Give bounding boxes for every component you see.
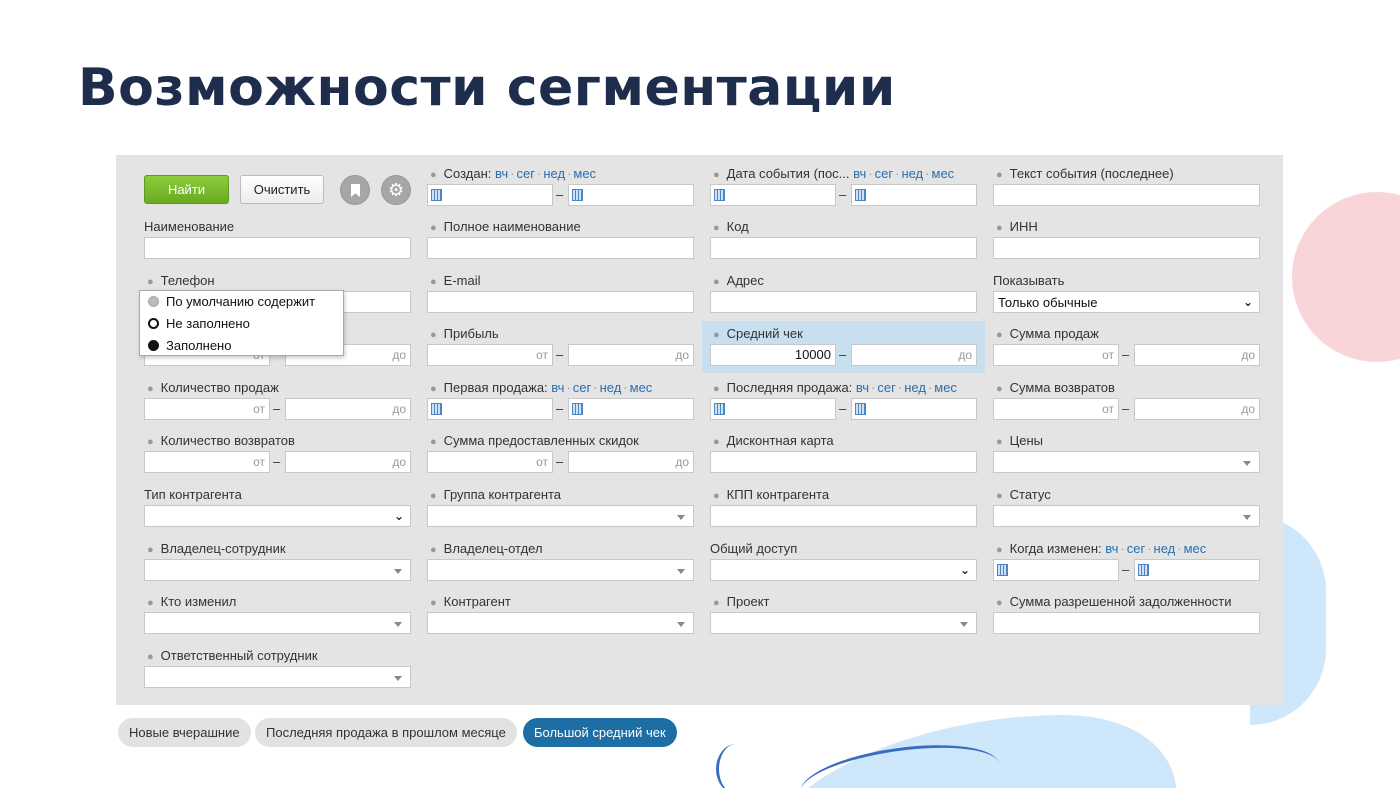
phone-condition-popup: [139, 290, 344, 356]
last-sale-quick-links[interactable]: вч · сег · нед · мес: [855, 380, 957, 395]
discount-card-input[interactable]: [710, 451, 977, 473]
inn-label: ● ИНН: [996, 219, 1038, 234]
radio-icon: [148, 296, 159, 307]
project-select[interactable]: [710, 612, 977, 634]
returns-count-to[interactable]: до: [285, 451, 411, 473]
popup-option-default[interactable]: По умолчанию содержит: [148, 294, 315, 310]
event-date-from[interactable]: [710, 184, 836, 206]
returns-sum-label: ● Сумма возвратов: [996, 380, 1115, 395]
status-select[interactable]: [993, 505, 1260, 527]
range-dash: –: [1122, 562, 1130, 577]
code-label: ● Код: [713, 219, 749, 234]
popup-option-empty[interactable]: Не заполнено: [148, 316, 250, 332]
first-sale-label: ● Первая продажа: вч · сег · нед · мес: [430, 380, 653, 395]
discounts-sum-label: ● Сумма предоставленных скидок: [430, 433, 639, 448]
phone-row-to[interactable]: до: [285, 344, 411, 366]
sales-sum-from[interactable]: от: [993, 344, 1119, 366]
caret-down-icon: [1243, 461, 1251, 466]
calendar-icon[interactable]: [572, 403, 583, 415]
returns-count-label: ● Количество возвратов: [147, 433, 295, 448]
first-sale-from[interactable]: [427, 398, 553, 420]
range-dash: –: [556, 347, 564, 362]
created-label: ● Создан: вч · сег · нед · мес: [430, 166, 597, 181]
discount-card-label: ● Дисконтная карта: [713, 433, 834, 448]
name-label: Наименование: [144, 219, 235, 234]
avg-check-to[interactable]: до: [851, 344, 977, 366]
event-text-label: ● Текст события (последнее): [996, 166, 1174, 181]
last-sale-to[interactable]: [851, 398, 977, 420]
sales-sum-to[interactable]: до: [1134, 344, 1260, 366]
counterparty-label: ● Контрагент: [430, 594, 511, 609]
caret-down-icon: [960, 622, 968, 627]
clear-button[interactable]: Очистить: [240, 175, 324, 204]
profit-to[interactable]: до: [568, 344, 694, 366]
owner-department-label: ● Владелец-отдел: [430, 541, 543, 556]
range-dash: –: [273, 401, 281, 416]
shared-access-select[interactable]: [710, 559, 977, 581]
calendar-icon[interactable]: [855, 189, 866, 201]
caret-down-icon: [677, 622, 685, 627]
event-text-input[interactable]: [993, 184, 1260, 206]
calendar-icon[interactable]: [997, 564, 1008, 576]
changed-by-select[interactable]: [144, 612, 411, 634]
calendar-icon[interactable]: [431, 189, 442, 201]
discounts-sum-from[interactable]: от: [427, 451, 553, 473]
range-dash: –: [556, 454, 564, 469]
calendar-icon[interactable]: [431, 403, 442, 415]
range-dash: –: [839, 401, 847, 416]
changed-by-label: ● Кто изменил: [147, 594, 237, 609]
counterparty-type-select[interactable]: [144, 505, 411, 527]
changed-when-to[interactable]: [1134, 559, 1260, 581]
event-date-quick-links[interactable]: вч · сег · нед · мес: [853, 166, 955, 181]
address-input[interactable]: [710, 291, 977, 313]
radio-icon: [148, 340, 159, 351]
profit-label: ● Прибыль: [430, 326, 499, 341]
sales-count-label: ● Количество продаж: [147, 380, 279, 395]
owner-department-select[interactable]: [427, 559, 694, 581]
changed-when-quick-links[interactable]: вч · сег · нед · мес: [1105, 541, 1207, 556]
radio-icon: [148, 318, 159, 329]
saved-filter-chip[interactable]: Последняя продажа в прошлом месяце: [255, 718, 517, 747]
avg-check-from[interactable]: 10000: [710, 344, 836, 366]
bookmark-icon: [351, 184, 360, 197]
caret-down-icon: [1243, 515, 1251, 520]
saved-filter-chip-active[interactable]: Большой средний чек: [523, 718, 677, 747]
kpp-input[interactable]: [710, 505, 977, 527]
sales-count-from[interactable]: от: [144, 398, 270, 420]
responsible-label: ● Ответственный сотрудник: [147, 648, 318, 663]
owner-employee-select[interactable]: [144, 559, 411, 581]
show-label: Показывать: [993, 273, 1065, 288]
range-dash: –: [1122, 401, 1130, 416]
shared-access-label: Общий доступ: [710, 541, 798, 556]
popup-option-filled[interactable]: Заполнено: [148, 338, 231, 354]
counterparty-select[interactable]: [427, 612, 694, 634]
find-button[interactable]: Найти: [144, 175, 229, 204]
last-sale-from[interactable]: [710, 398, 836, 420]
kpp-label: ● КПП контрагента: [713, 487, 830, 502]
created-to-date[interactable]: [568, 184, 694, 206]
email-input[interactable]: [427, 291, 694, 313]
counterparty-group-select[interactable]: [427, 505, 694, 527]
discounts-sum-to[interactable]: до: [568, 451, 694, 473]
calendar-icon[interactable]: [855, 403, 866, 415]
email-label: ● E-mail: [430, 273, 481, 288]
range-dash: –: [273, 454, 281, 469]
show-select[interactable]: [993, 291, 1260, 313]
chevron-down-icon: ⌄: [393, 509, 404, 523]
range-dash: –: [839, 347, 847, 362]
sales-sum-label: ● Сумма продаж: [996, 326, 1099, 341]
returns-sum-from[interactable]: от: [993, 398, 1119, 420]
first-sale-quick-links[interactable]: вч · сег · нед · мес: [551, 380, 653, 395]
settings-button[interactable]: [381, 175, 411, 205]
calendar-icon[interactable]: [572, 189, 583, 201]
project-label: ● Проект: [713, 594, 770, 609]
address-label: ● Адрес: [713, 273, 764, 288]
slide-title: Возможности сегментации: [78, 58, 896, 118]
full-name-input[interactable]: [427, 237, 694, 259]
created-quick-links[interactable]: вч · сег · нед · мес: [495, 166, 597, 181]
name-input[interactable]: [144, 237, 411, 259]
calendar-icon[interactable]: [714, 189, 725, 201]
chevron-down-icon: ⌄: [1242, 295, 1253, 309]
event-date-to[interactable]: [851, 184, 977, 206]
returns-sum-to[interactable]: до: [1134, 398, 1260, 420]
gear-icon: ⚙: [388, 180, 405, 200]
returns-count-from[interactable]: от: [144, 451, 270, 473]
code-input[interactable]: [710, 237, 977, 259]
inn-input[interactable]: [993, 237, 1260, 259]
full-name-label: ● Полное наименование: [430, 219, 581, 234]
counterparty-type-label: Тип контрагента: [144, 487, 242, 502]
responsible-select[interactable]: [144, 666, 411, 688]
last-sale-label: ● Последняя продажа: вч · сег · нед · мес: [713, 380, 957, 395]
caret-down-icon: [677, 569, 685, 574]
allowed-debt-label: ● Сумма разрешенной задолженности: [996, 594, 1232, 609]
caret-down-icon: [394, 676, 402, 681]
show-selected-value: Только обычные: [998, 295, 1098, 310]
changed-when-label: ● Когда изменен: вч · сег · нед · мес: [996, 541, 1207, 556]
prices-label: ● Цены: [996, 433, 1044, 448]
caret-down-icon: [394, 569, 402, 574]
range-dash: –: [839, 187, 847, 202]
counterparty-group-label: ● Группа контрагента: [430, 487, 562, 502]
calendar-icon[interactable]: [714, 403, 725, 415]
sales-count-to[interactable]: до: [285, 398, 411, 420]
saved-filter-chip[interactable]: Новые вчерашние: [118, 718, 251, 747]
calendar-icon[interactable]: [1138, 564, 1149, 576]
profit-from[interactable]: от: [427, 344, 553, 366]
avg-check-label: ● Средний чек: [713, 326, 803, 341]
caret-down-icon: [677, 515, 685, 520]
chevron-down-icon: ⌄: [959, 563, 970, 577]
allowed-debt-input[interactable]: [993, 612, 1260, 634]
range-dash: –: [556, 187, 564, 202]
range-dash: –: [556, 401, 564, 416]
range-dash: –: [1122, 347, 1130, 362]
prices-select[interactable]: [993, 451, 1260, 473]
decor-arc: [716, 744, 756, 788]
first-sale-to[interactable]: [568, 398, 694, 420]
changed-when-from[interactable]: [993, 559, 1119, 581]
event-date-label: ● Дата события (пос... вч · сег · нед · мес: [713, 166, 955, 181]
bookmark-button[interactable]: [340, 175, 370, 205]
created-from-date[interactable]: [427, 184, 553, 206]
caret-down-icon: [394, 622, 402, 627]
owner-employee-label: ● Владелец-сотрудник: [147, 541, 286, 556]
status-label: ● Статус: [996, 487, 1051, 502]
decor-pink-circle: [1292, 192, 1400, 362]
phone-label: ● Телефон: [147, 273, 215, 288]
